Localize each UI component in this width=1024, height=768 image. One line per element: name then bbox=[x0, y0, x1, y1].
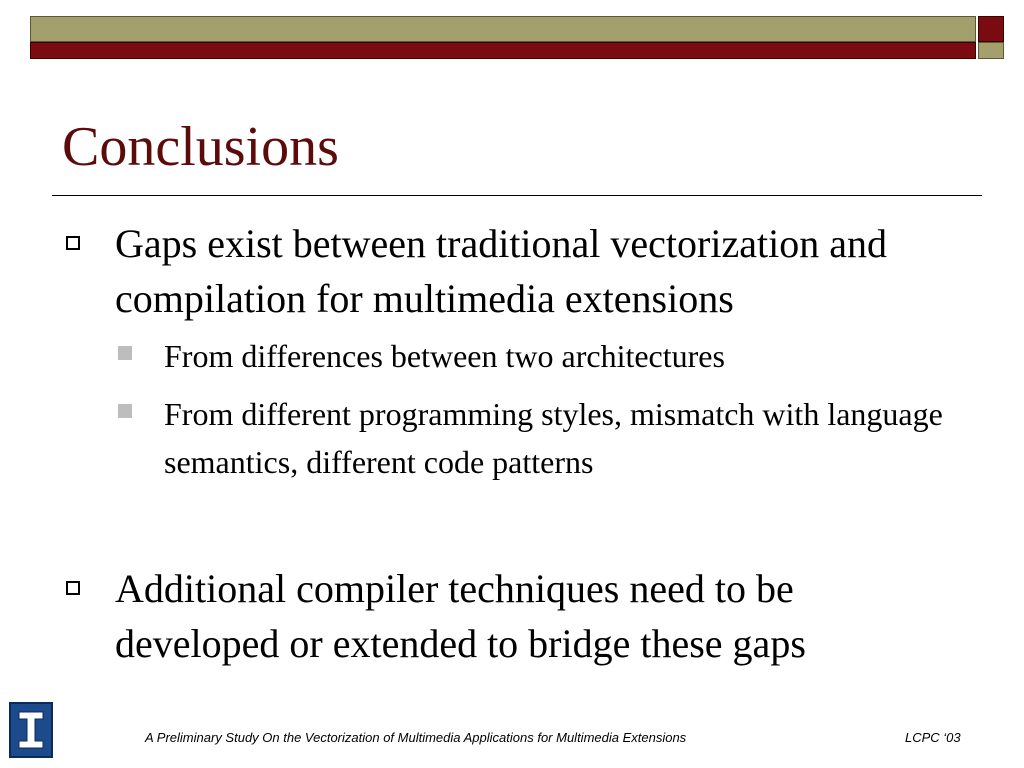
footer-presentation-title: A Preliminary Study On the Vectorization of Multimedia Applications for Multimedia Extensions bbox=[145, 730, 687, 745]
bullet-text: Additional compiler techniques need to be developed or extended to bridge these gaps bbox=[115, 566, 806, 666]
hollow-square-icon bbox=[66, 236, 80, 250]
filled-square-icon bbox=[118, 346, 132, 360]
maroon-corner-square bbox=[978, 16, 1004, 42]
filled-square-icon bbox=[118, 404, 132, 418]
maroon-stripe bbox=[30, 42, 976, 59]
block-i-icon bbox=[16, 709, 46, 751]
title-underline bbox=[52, 195, 982, 196]
footer-conference-label: LCPC ‘03 bbox=[905, 730, 961, 745]
olive-corner-square bbox=[978, 42, 1004, 59]
slide-title: Conclusions bbox=[62, 116, 339, 178]
hollow-square-icon bbox=[66, 581, 80, 595]
sub-bullet-text: From differences between two architectures bbox=[164, 338, 725, 374]
bullet-text: Gaps exist between traditional vectorization and compilation for multimedia extensions bbox=[115, 221, 887, 321]
sub-bullet-text: From different programming styles, mismatch with language semantics, different code patterns bbox=[164, 396, 943, 480]
olive-stripe bbox=[30, 16, 976, 42]
university-logo bbox=[9, 702, 53, 758]
header-decorative-bar bbox=[30, 16, 1006, 59]
